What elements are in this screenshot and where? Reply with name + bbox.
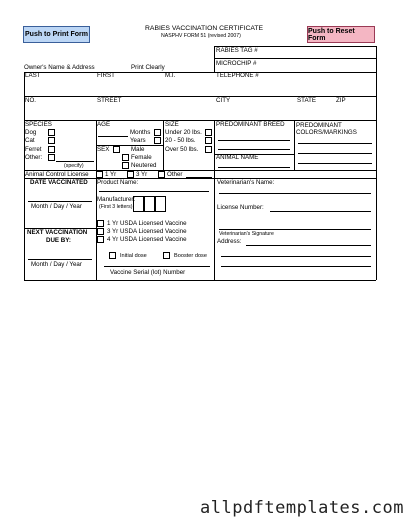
animal-name-label: ANIMAL NAME — [216, 154, 259, 161]
border-line — [294, 120, 295, 170]
sex-female-checkbox[interactable] — [122, 154, 129, 161]
vaccine-3yr-label: 3 Yr USDA Licensed Vaccine — [107, 228, 187, 235]
date-format-label-2: Month / Day / Year — [31, 261, 82, 268]
booster-dose-label: Booster dose — [174, 253, 207, 259]
species-cat-label: Cat — [25, 137, 35, 144]
product-name-label: Product Name: — [97, 179, 139, 186]
border-line — [163, 120, 164, 170]
sex-neutered-checkbox[interactable] — [122, 162, 129, 169]
watermark: allpdftemplates.com — [200, 498, 404, 518]
species-other-line[interactable] — [56, 161, 94, 162]
species-label: SPECIES — [25, 121, 52, 128]
species-cat-checkbox[interactable] — [48, 137, 55, 144]
vet-license-label: License Number: — [217, 204, 264, 211]
manufacturer-hint: (First 3 letters) — [99, 204, 133, 210]
border-line — [24, 72, 376, 73]
booster-dose-checkbox[interactable] — [163, 252, 170, 259]
reset-form-button[interactable]: Push to Reset Form — [307, 26, 375, 43]
sex-male-label: Male — [131, 146, 145, 153]
vet-address-label: Address: — [217, 238, 242, 245]
size-20to50-label: 20 - 50 lbs. — [165, 137, 196, 144]
license-3yr-checkbox[interactable] — [127, 171, 134, 178]
age-label: AGE — [97, 121, 111, 128]
initial-dose-label: Initial dose — [120, 253, 147, 259]
vet-license-line[interactable] — [270, 211, 371, 212]
age-years-checkbox[interactable] — [154, 137, 161, 144]
vet-name-line[interactable] — [219, 193, 371, 194]
border-line — [376, 46, 377, 280]
serial-number-line[interactable] — [104, 266, 210, 267]
sex-female-label: Female — [131, 154, 152, 161]
middle-initial-label: M.I. — [165, 72, 176, 79]
breed-line[interactable] — [218, 149, 290, 150]
license-3yr-label: 3 Yr — [136, 171, 148, 178]
form-title: RABIES VACCINATION CERTIFICATE — [145, 25, 264, 32]
vet-signature-line[interactable] — [219, 229, 371, 230]
age-months-line[interactable] — [98, 136, 128, 137]
zip-label: ZIP — [336, 97, 346, 104]
species-specify-label: (specify) — [64, 163, 84, 169]
colors-line[interactable] — [298, 143, 372, 144]
next-vaccination-due-label: DUE BY: — [46, 237, 71, 244]
vet-name-label: Veterinarian's Name: — [217, 179, 275, 186]
size-20to50-checkbox[interactable] — [205, 137, 212, 144]
rabies-tag-label: RABIES TAG # — [216, 47, 258, 54]
sex-male-checkbox[interactable] — [113, 146, 120, 153]
serial-number-label: Vaccine Serial (lot) Number — [110, 269, 186, 276]
size-under20-label: Under 20 lbs. — [165, 129, 202, 136]
license-other-line[interactable] — [186, 177, 212, 178]
border-line — [24, 120, 376, 121]
vaccine-4yr-label: 4 Yr USDA Licensed Vaccine — [107, 236, 187, 243]
border-line — [24, 280, 376, 281]
first-name-label: FIRST — [97, 72, 115, 79]
vaccine-1yr-checkbox[interactable] — [97, 220, 104, 227]
size-under20-checkbox[interactable] — [205, 129, 212, 136]
size-label: SIZE — [165, 121, 179, 128]
product-name-line[interactable] — [99, 191, 209, 192]
license-1yr-label: 1 Yr — [105, 171, 117, 178]
address-no-label: NO. — [25, 97, 37, 104]
colors-line[interactable] — [298, 163, 372, 164]
size-over50-checkbox[interactable] — [205, 146, 212, 153]
telephone-label: TELEPHONE # — [216, 72, 259, 79]
license-other-label: Other — [167, 171, 183, 178]
animal-name-line[interactable] — [218, 167, 290, 168]
species-dog-checkbox[interactable] — [48, 129, 55, 136]
vet-address-line[interactable] — [246, 245, 371, 246]
date-vaccinated-line[interactable] — [28, 201, 92, 202]
print-clearly-label: Print Clearly — [131, 64, 165, 71]
manufacturer-letter-box[interactable] — [155, 196, 166, 212]
vet-signature-label: Veterinarian's Signature — [219, 231, 274, 237]
initial-dose-checkbox[interactable] — [109, 252, 116, 259]
species-ferret-label: Ferret — [25, 146, 42, 153]
date-format-label: Month / Day / Year — [31, 203, 82, 210]
city-label: CITY — [216, 97, 231, 104]
vet-address-line[interactable] — [221, 266, 371, 267]
sex-label: SEX — [97, 146, 110, 153]
date-vaccinated-label: DATE VACCINATED — [30, 179, 88, 186]
size-over50-label: Over 50 lbs. — [165, 146, 199, 153]
border-line — [214, 46, 215, 72]
manufacturer-label: Manufacturer: — [97, 196, 136, 203]
owner-caption: Owner's Name & Address — [24, 64, 95, 71]
breed-line[interactable] — [218, 140, 290, 141]
border-line — [24, 96, 376, 97]
vaccine-3yr-checkbox[interactable] — [97, 228, 104, 235]
vaccine-1yr-label: 1 Yr USDA Licensed Vaccine — [107, 220, 187, 227]
species-other-label: Other: — [25, 154, 43, 161]
border-line — [214, 58, 376, 59]
vaccine-4yr-checkbox[interactable] — [97, 236, 104, 243]
license-label: Animal Control License — [25, 171, 89, 178]
form-subtitle: NASPHV FORM 51 (revised 2007) — [161, 33, 241, 39]
last-name-label: LAST — [25, 72, 41, 79]
colors-label: PREDOMINANT COLORS/MARKINGS — [296, 122, 357, 137]
street-label: STREET — [97, 97, 122, 104]
border-line — [214, 120, 215, 280]
species-dog-label: Dog — [25, 129, 37, 136]
vet-address-line[interactable] — [221, 256, 371, 257]
license-other-checkbox[interactable] — [158, 171, 165, 178]
breed-label: PREDOMINANT BREED — [216, 121, 285, 128]
next-vaccination-line[interactable] — [28, 259, 92, 260]
age-months-label: Months — [130, 129, 151, 136]
species-other-checkbox[interactable] — [48, 154, 55, 161]
manufacturer-letter-box[interactable] — [144, 196, 155, 212]
sex-neutered-label: Neutered — [131, 162, 157, 169]
colors-line[interactable] — [298, 153, 372, 154]
print-form-button[interactable]: Push to Print Form — [23, 26, 90, 43]
species-ferret-checkbox[interactable] — [48, 146, 55, 153]
age-years-label: Years — [130, 137, 146, 144]
microchip-label: MICROCHIP # — [216, 60, 257, 67]
license-1yr-checkbox[interactable] — [96, 171, 103, 178]
state-label: STATE — [297, 97, 317, 104]
next-vaccination-label: NEXT VACCINATION — [27, 229, 88, 236]
manufacturer-letter-box[interactable] — [133, 196, 144, 212]
age-months-checkbox[interactable] — [154, 129, 161, 136]
